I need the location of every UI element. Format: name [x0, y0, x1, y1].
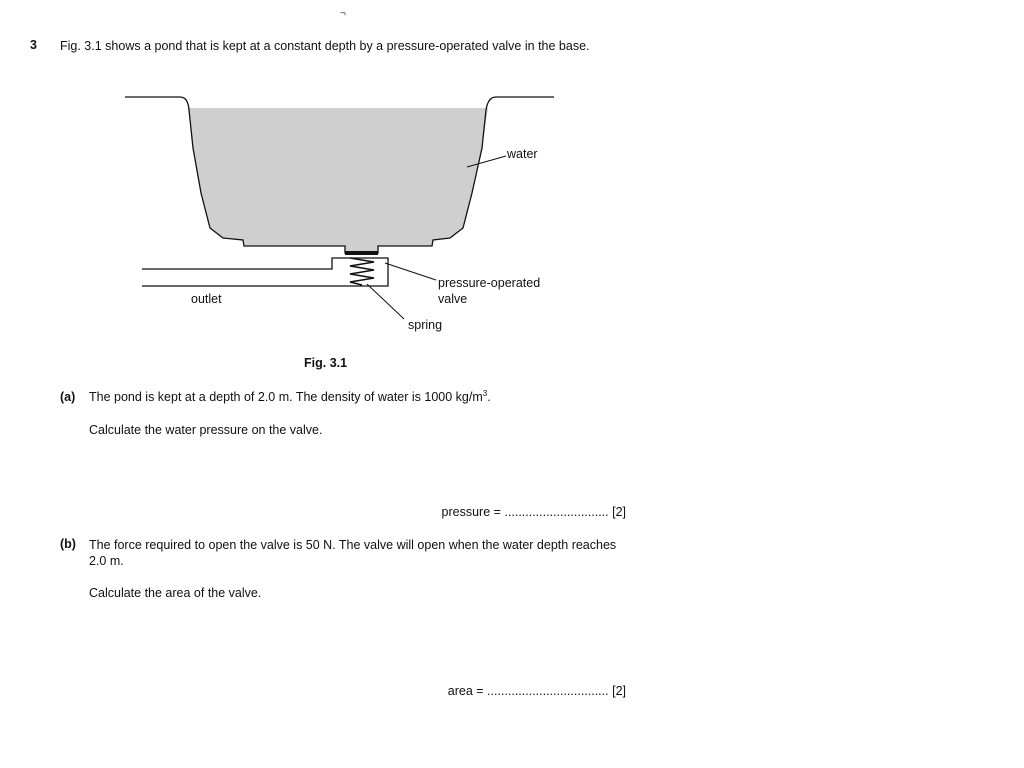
area-answer-dots[interactable]: ...................................: [487, 684, 609, 698]
pressure-answer-label: pressure =: [441, 505, 505, 519]
spring-label: spring: [408, 318, 443, 332]
valve-label-line1: pressure-operated: [438, 276, 541, 290]
spring-leader-line: [367, 284, 404, 319]
valve-label-line2: valve: [438, 292, 468, 306]
pond-diagram: [120, 88, 600, 350]
part-a-marks: [2]: [612, 505, 626, 519]
part-a-superscript: 3: [482, 388, 488, 398]
spring: [350, 258, 374, 285]
part-a-instruction: Calculate the water pressure on the valve.: [89, 423, 323, 437]
outlet-label: outlet: [191, 292, 222, 306]
part-a-letter: (a): [60, 390, 76, 404]
question-number: 3: [30, 38, 37, 52]
part-a-text-main: The pond is kept at a depth of 2.0 m. The density of water is 1000 kg/m: [89, 390, 483, 404]
valve-plate: [345, 251, 378, 255]
area-answer-line[interactable]: [448, 684, 626, 698]
question-intro: Fig. 3.1 shows a pond that is kept at a constant depth by a pressure-operated valve in the base.: [60, 39, 590, 53]
part-a-text-end: .: [487, 390, 491, 404]
area-answer-label: area =: [447, 684, 488, 698]
valve-leader-line: [385, 263, 436, 280]
pressure-answer-line[interactable]: [442, 505, 626, 519]
part-b-instruction: Calculate the area of the valve.: [89, 586, 262, 600]
part-b-marks: [2]: [612, 684, 626, 698]
page-mark: ¬: [340, 8, 346, 19]
part-b-letter: (b): [60, 537, 76, 551]
water-label: water: [507, 147, 538, 161]
part-a-text: [89, 390, 491, 404]
figure-caption: Fig. 3.1: [304, 356, 348, 370]
part-b-text: The force required to open the valve is 50 N. The valve will open when the water depth reaches 2.0 m.: [89, 538, 617, 568]
water-body: [188, 108, 488, 253]
pressure-answer-dots[interactable]: ..............................: [504, 505, 609, 519]
